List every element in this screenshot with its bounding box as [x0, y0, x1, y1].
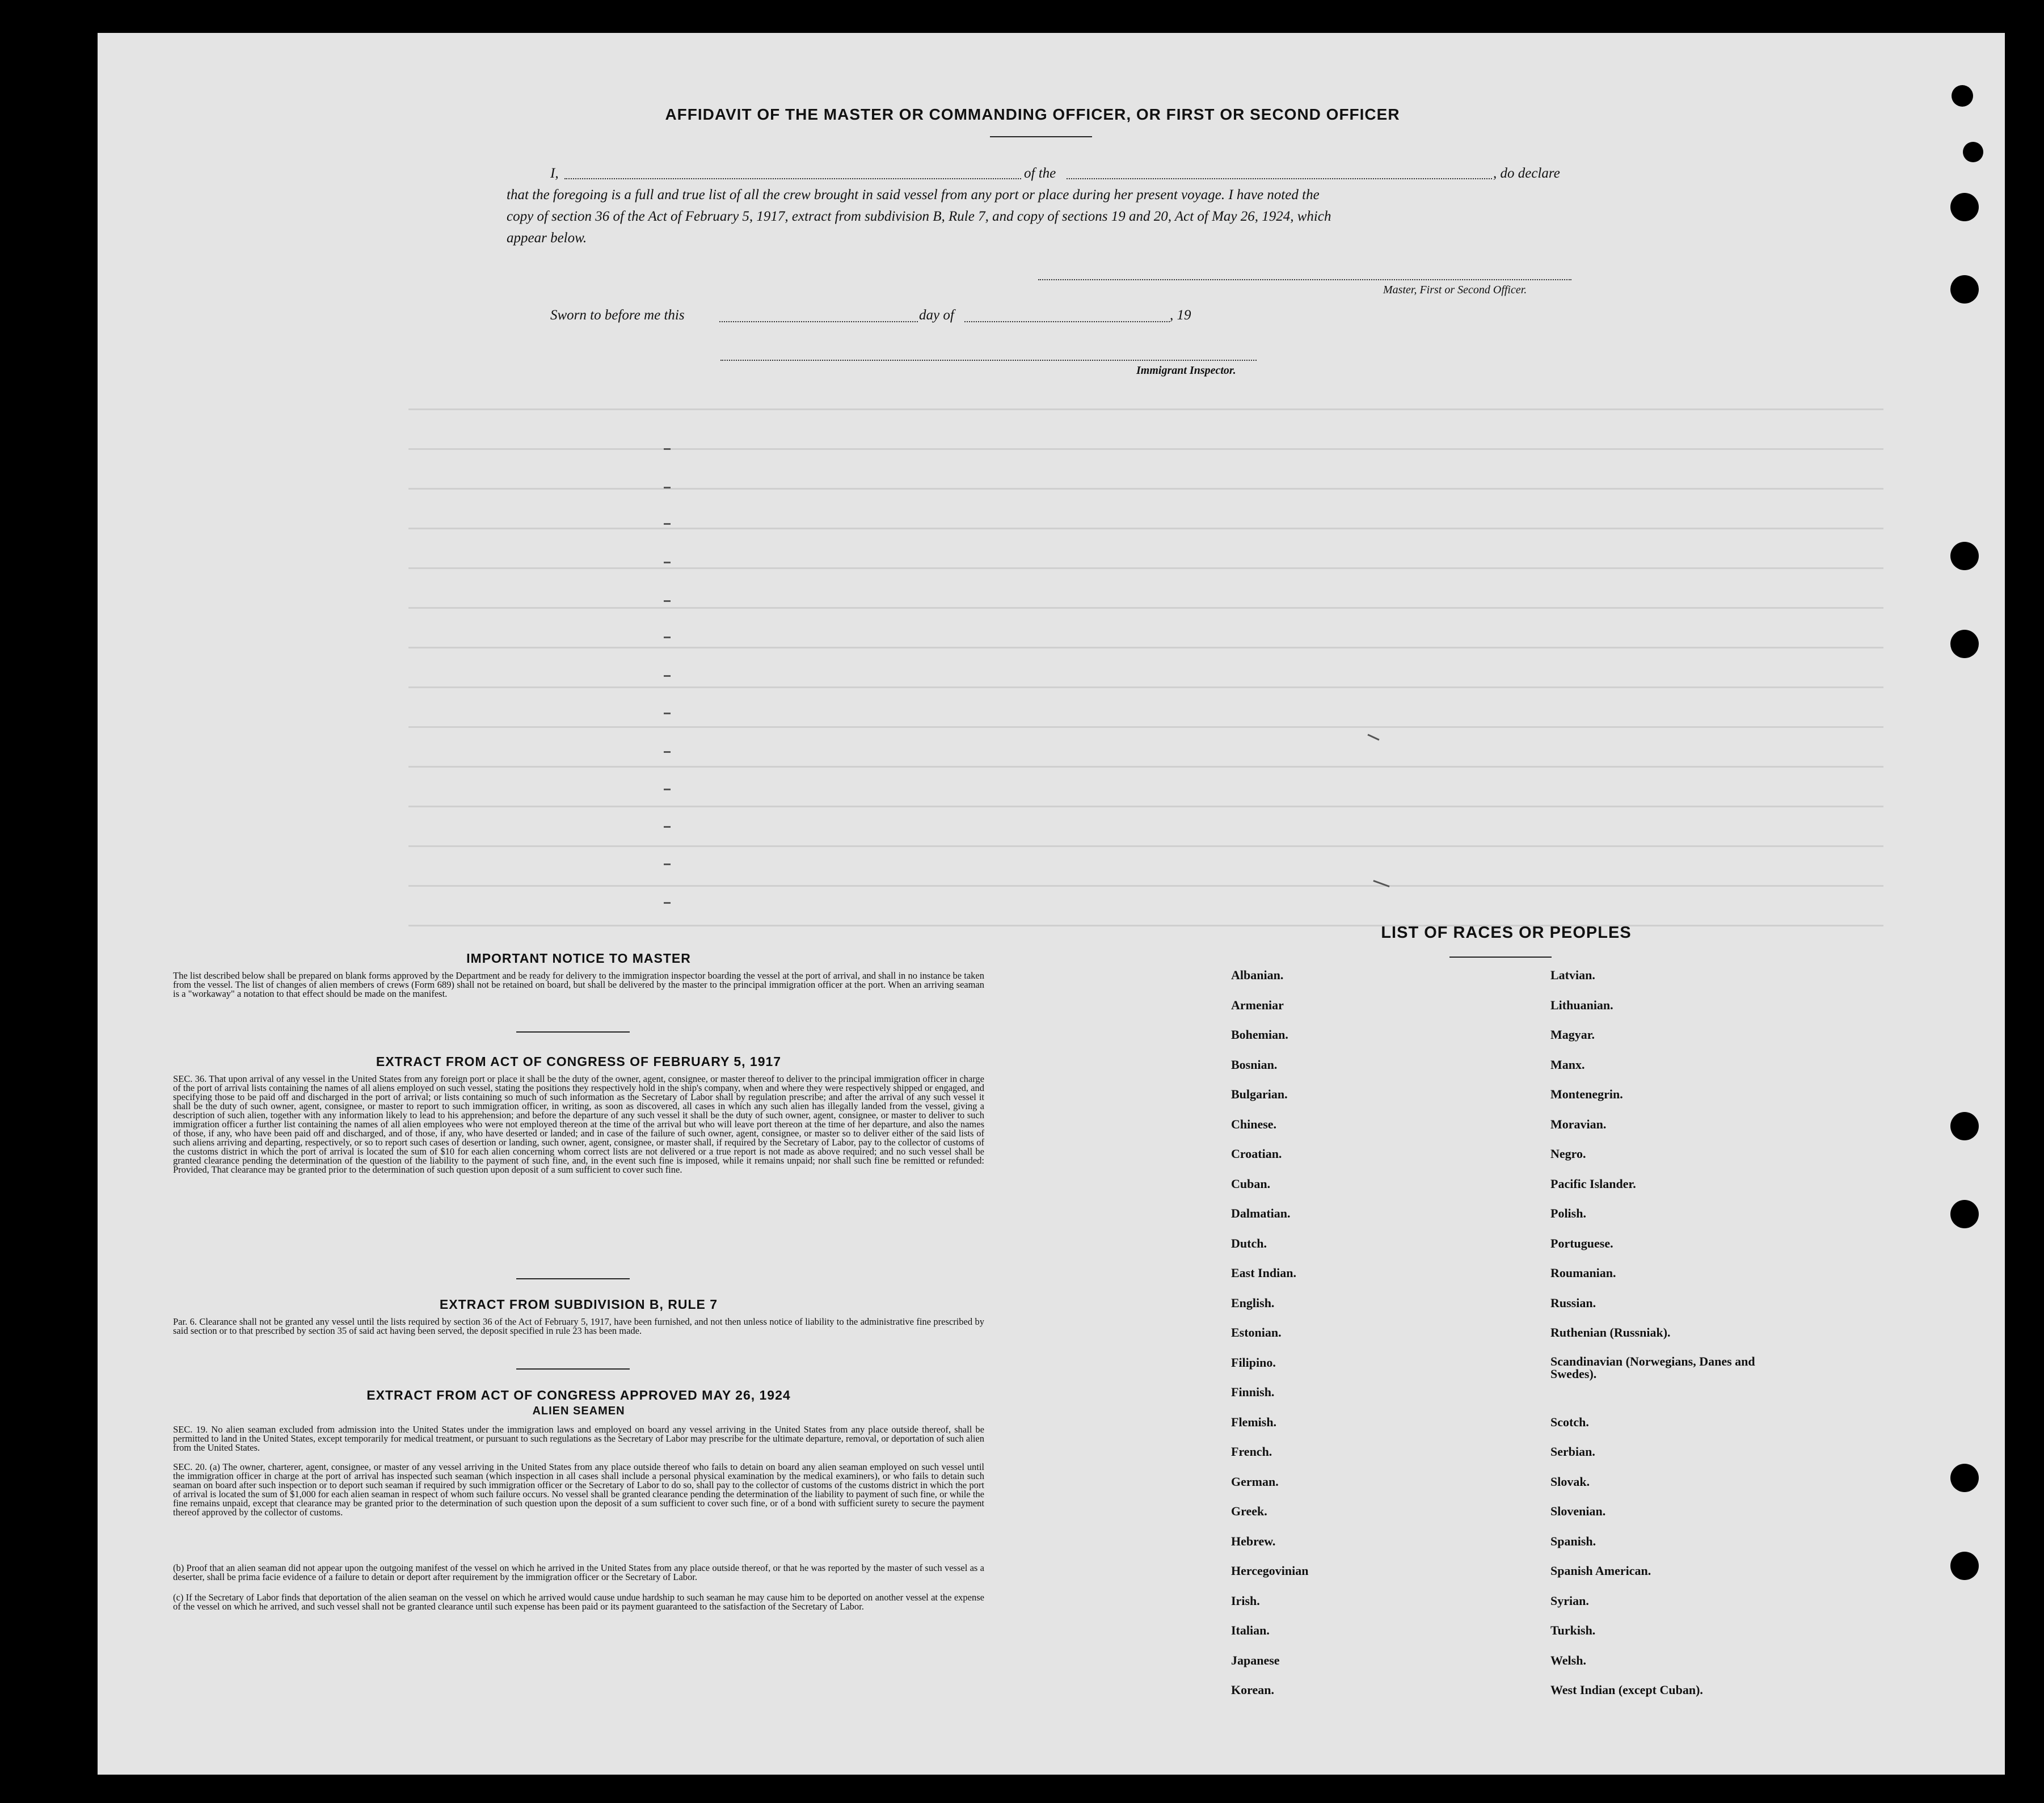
race-item: Scotch. — [1550, 1414, 1589, 1429]
name-field[interactable] — [564, 178, 1021, 179]
race-item: Spanish American. — [1550, 1564, 1651, 1578]
race-item: Scandinavian (Norwegians, Danes and Swedes). — [1550, 1354, 1755, 1381]
bleed-through — [408, 885, 1883, 887]
race-item: Finnish. — [1231, 1385, 1275, 1399]
race-item: Latvian. — [1550, 968, 1595, 982]
race-item: Albanian. — [1231, 968, 1284, 982]
races-underline — [1449, 957, 1552, 958]
notice-text: The list described below shall be prepared on blank forms approved by the Department and be ready for delivery to the immigration inspector boarding the vessel at the port of arrival, and shall in no instance be taken from the vessel. The list of changes of alien members of crews (Form 689) shall not be retained on board, but shall be delivered by the master to the principal immigration officer at the port. When an arriving seaman is a "workaway" a notation to that effect should be made on the manifest. — [173, 970, 984, 999]
punch-hole — [1963, 142, 1983, 162]
race-item: Polish. — [1550, 1206, 1586, 1220]
sworn-month-field[interactable] — [964, 321, 1170, 322]
affidavit-of-the-label: of the — [1024, 166, 1056, 181]
extract-1924-sec20b: (b) Proof that an alien seaman did not appear upon the outgoing manifest of the vessel on which he arrived in the United States from any place outside thereof, or that he was reported by the master of such vessel as a deserter, shall be prima facie evidence of a failure to detain or deport after requirement by the immigration officer or the Secretary of Labor. — [173, 1562, 984, 1582]
race-item: Magyar. — [1550, 1027, 1595, 1042]
race-item: Slovak. — [1550, 1474, 1590, 1489]
dash-mark — [664, 751, 671, 753]
race-item: Slovenian. — [1550, 1504, 1606, 1518]
inspector-caption: Immigrant Inspector. — [1136, 364, 1236, 377]
race-item: Russian. — [1550, 1295, 1596, 1310]
bleed-through — [408, 408, 1883, 410]
extract-1924-title: EXTRACT FROM ACT OF CONGRESS APPROVED MAY 26, 1924 — [366, 1388, 791, 1402]
race-item: Lithuanian. — [1550, 997, 1613, 1012]
signature-line[interactable] — [1038, 279, 1571, 280]
section-divider — [516, 1368, 630, 1370]
affidavit-line-2: that the foregoing is a full and true list of all the crew brought in said vessel from any port or place during her present voyage. I have noted the — [507, 187, 1320, 203]
race-item: Dalmatian. — [1231, 1206, 1291, 1220]
race-item: East Indian. — [1231, 1266, 1296, 1280]
sworn-label: Sworn to before me this — [550, 307, 685, 323]
bleed-through — [408, 686, 1883, 688]
section-divider — [516, 1278, 630, 1279]
race-item: Negro. — [1550, 1147, 1586, 1161]
bleed-through — [408, 806, 1883, 807]
day-of-label: day of — [919, 307, 954, 323]
races-right-column — [1550, 968, 1891, 1705]
notice-title: IMPORTANT NOTICE TO MASTER — [466, 951, 691, 966]
race-item: Bosnian. — [1231, 1057, 1278, 1072]
vessel-field[interactable] — [1067, 178, 1492, 179]
race-item: Filipino. — [1231, 1355, 1276, 1370]
race-item: Moravian. — [1550, 1117, 1607, 1131]
race-item: Chinese. — [1231, 1117, 1277, 1131]
punch-hole — [1950, 275, 1979, 304]
race-item: Serbian. — [1550, 1444, 1595, 1459]
bleed-through — [408, 607, 1883, 609]
section-divider — [516, 1031, 630, 1033]
dash-mark — [664, 487, 671, 488]
bleed-through — [408, 766, 1883, 768]
dash-mark — [664, 902, 671, 904]
race-item: Flemish. — [1231, 1414, 1277, 1429]
race-item: Irish. — [1231, 1593, 1260, 1608]
race-item: Greek. — [1231, 1504, 1267, 1518]
signature-caption: Master, First or Second Officer. — [1383, 284, 1527, 296]
dash-mark — [664, 826, 671, 828]
dash-mark — [664, 448, 671, 450]
dash-mark — [664, 863, 671, 865]
race-item: Hebrew. — [1231, 1534, 1276, 1548]
race-item: English. — [1231, 1295, 1275, 1310]
race-item: Italian. — [1231, 1623, 1270, 1637]
extract-1917-title: EXTRACT FROM ACT OF CONGRESS OF FEBRUARY 5, 1917 — [376, 1054, 782, 1069]
bleed-through — [408, 647, 1883, 648]
dash-mark — [664, 789, 671, 790]
affidavit-line-3: copy of section 36 of the Act of February 5, 1917, extract from subdivision B, Rule 7, and copy of sections 19 and 20, Act of May 26, 1924, which — [507, 209, 1331, 224]
punch-hole — [1950, 1552, 1979, 1580]
dash-mark — [664, 675, 671, 677]
race-item: West Indian (except Cuban). — [1550, 1683, 1703, 1697]
race-item: Spanish. — [1550, 1534, 1596, 1548]
race-item: Manx. — [1550, 1057, 1585, 1072]
race-item: French. — [1231, 1444, 1272, 1459]
race-item: Welsh. — [1550, 1653, 1586, 1667]
extract-1924-sec20a: SEC. 20. (a) The owner, charterer, agent, consignee, or master of any vessel arriving in the United States from any place outside thereof who fails to detain on board any alien seaman employed on such vessel until the immigration officer in charge at the port of arrival has inspected such seaman (which inspection in all cases shall include a personal physical examination by the medical examiners), or who fails to detain such seaman on board after such inspection or to deport such seaman if required by such immigration officer or the Secretary of Labor to do so, shall pay to the collector of customs of the customs district in which the port of arrival is located the sum of $1,000 for each alien seaman in respect of whom such failure occurs. No vessel shall be granted clearance pending the determination of the liability to payment of such fine, or while the fine remains unpaid, except that clearance may be granted prior to the determination of such question upon the deposit of a sum sufficient to cover such fine, or of a bond with sufficient surety to secure the payment thereof approved by the collector of customs. — [173, 1461, 984, 1518]
sworn-day-field[interactable] — [719, 321, 918, 322]
bleed-through — [408, 448, 1883, 450]
title-underline — [990, 136, 1092, 137]
punch-hole — [1950, 1464, 1979, 1492]
dash-mark — [664, 600, 671, 602]
race-item: Dutch. — [1231, 1236, 1267, 1250]
year-label: , 19 — [1170, 307, 1191, 323]
dash-mark — [664, 562, 671, 563]
punch-hole — [1950, 630, 1979, 658]
punch-hole — [1950, 193, 1979, 221]
race-item: Bulgarian. — [1231, 1087, 1288, 1101]
dash-mark — [664, 637, 671, 638]
race-item: Croatian. — [1231, 1147, 1282, 1161]
race-item: Cuban. — [1231, 1176, 1271, 1191]
race-item: Portuguese. — [1550, 1236, 1613, 1250]
race-item: Estonian. — [1231, 1325, 1282, 1339]
race-item: Turkish. — [1550, 1623, 1596, 1637]
race-item: Montenegrin. — [1550, 1087, 1623, 1101]
race-item: Bohemian. — [1231, 1027, 1288, 1042]
affidavit-i-label: I, — [550, 166, 559, 181]
dash-mark — [664, 713, 671, 714]
punch-hole — [1950, 1112, 1979, 1140]
inspector-signature-line[interactable] — [720, 360, 1257, 361]
race-item: Roumanian. — [1550, 1266, 1616, 1280]
race-item: Ruthenian (Russniak). — [1550, 1325, 1671, 1339]
bleed-through — [408, 567, 1883, 569]
race-item: Armeniar — [1231, 997, 1284, 1012]
bleed-through — [408, 726, 1883, 728]
bleed-through — [408, 528, 1883, 529]
affidavit-line-4: appear below. — [507, 230, 587, 246]
race-item: Pacific Islander. — [1550, 1176, 1636, 1191]
extract-rule7-title: EXTRACT FROM SUBDIVISION B, RULE 7 — [439, 1297, 718, 1312]
affidavit-title: AFFIDAVIT OF THE MASTER OR COMMANDING OFFICER, OR FIRST OR SECOND OFFICER — [665, 106, 1400, 123]
bleed-through — [408, 845, 1883, 847]
affidavit-do-declare: , do declare — [1493, 166, 1560, 181]
races-title: LIST OF RACES OR PEOPLES — [1381, 924, 1632, 942]
race-item: Japanese — [1231, 1653, 1280, 1667]
extract-1917-text: SEC. 36. That upon arrival of any vessel in the United States from any foreign port or place it shall be the duty of the owner, agent, consignee, or master thereof to deliver to the principal immigration officer in charge of the port of arrival lists containing the names of all aliens employed on such vessel, stating the positions they respectively hold in the ship's company, when and where they were respectively shipped or engaged, and specifying those to be paid off and discharged in the port of arrival; or lists containing so much of such information as the Secretary of Labor shall by regulation prescribe; and after the arrival of any such vessel it shall be the duty of such owner, agent, consignee, or master to report to such immigration officer, in writing, as soon as discovered, all cases in which any such alien has illegally landed from the vessel, giving a description of such alien, together with any information likely to lead to his apprehension; and before the departure of any such vessel it shall be the duty of such owner, agent, consignee, or master to deliver to such immigration officer a further list containing the names of all alien employees who were not employed thereon at the time of the arrival but who will leave port thereon at the time of her departure, and also the names of those, if any, who have been paid off and discharged, and of those, if any, who have deserted or landed; and in case of the failure of such owner, agent, consignee, or master so to deliver either of the said lists of such aliens arriving and departing, respectively, or so to report such cases of desertion or landing, such owner, agent, consignee, or master shall, if required by the Secretary of Labor, pay to the collector of customs of the customs district in which the port of arrival is located the sum of $10 for each alien concerning whom correct lists are not delivered or a true report is not made as above required; and no such vessel shall be granted clearance pending the determination of the question of the liability to the payment of such fine, and, in the event such fine is imposed, while it remains unpaid; nor shall such fine be remitted or refunded: Provided, That clearance may be granted prior to the determination of such question upon deposit of a sum sufficient to cover such fine. — [173, 1073, 984, 1175]
dash-mark — [664, 523, 671, 525]
extract-1924-sec19: SEC. 19. No alien seaman excluded from admission into the United States under the immigration laws and employed on board any vessel arriving in the United States from any place outside thereof, shall be permitted to land in the United States, except temporarily for medical treatment, or pursuant to such regulations as the Secretary of Labor may prescribe for the ultimate departure, removal, or deportation of such alien from the United States. — [173, 1424, 984, 1453]
race-item: German. — [1231, 1474, 1279, 1489]
punch-hole — [1950, 1200, 1979, 1228]
race-item: Syrian. — [1550, 1593, 1589, 1608]
punch-hole — [1950, 542, 1979, 570]
extract-1924-sec20c: (c) If the Secretary of Labor finds that deportation of the alien seaman on the vessel on which he arrived would cause undue hardship to such seaman he may cause him to be deported on another vessel at the expense of the vessel on which he arrived, and such vessel shall not be granted clearance until such expense has been paid or its payment guaranteed to the satisfaction of the Secretary of Labor. — [173, 1592, 984, 1612]
extract-1924-subtitle: ALIEN SEAMEN — [532, 1405, 625, 1417]
bleed-through — [408, 488, 1883, 490]
punch-hole — [1952, 85, 1973, 107]
race-item: Hercegovinian — [1231, 1564, 1309, 1578]
race-item: Korean. — [1231, 1683, 1274, 1697]
races-left-column — [1231, 968, 1515, 1705]
extract-rule7-text: Par. 6. Clearance shall not be granted any vessel until the lists required by section 36 of the Act of February 5, 1917, have been furnished, and not then unless notice of liability to the administrative fine prescribed by said section or to that prescribed by section 35 of said act having been served, the deposit specified in rule 23 has been made. — [173, 1316, 984, 1336]
